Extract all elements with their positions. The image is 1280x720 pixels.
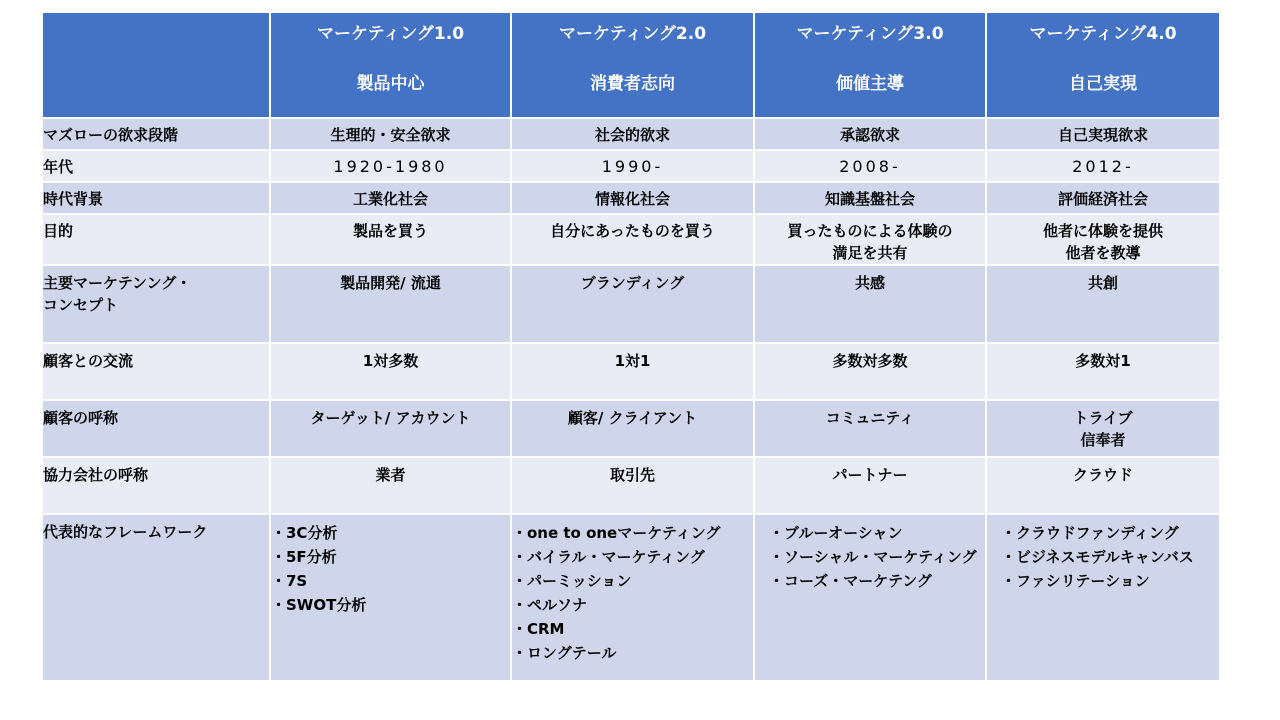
- row-purpose: [43, 214, 1219, 265]
- cell-line: 製品を買う: [352, 222, 428, 240]
- cell-maslow-2: 社会的欲求: [511, 118, 754, 150]
- cell-purpose-2: [511, 214, 754, 265]
- row-label-line: コンセプト: [43, 296, 119, 314]
- cell-customer-3: [754, 400, 986, 457]
- cell-purpose-4: [986, 214, 1219, 265]
- cell-line: トライブ: [1073, 409, 1133, 427]
- row-label: 協力会社の呼称: [43, 457, 270, 514]
- header-marketing-4: [986, 13, 1219, 118]
- header-corner-cell: [43, 13, 270, 118]
- cell-purpose-3: [754, 214, 986, 265]
- cell-interaction-3: 多数対多数: [754, 343, 986, 400]
- row-concept: [43, 265, 1219, 343]
- cell-background-2: 情報化社会: [511, 182, 754, 214]
- framework-item: ・ペルソナ: [512, 596, 588, 614]
- cell-era-2: 1990-: [511, 150, 754, 182]
- cell-background-4: 評価経済社会: [986, 182, 1219, 214]
- framework-item: ・パーミッション: [512, 572, 632, 590]
- cell-line: 満足を共有: [832, 244, 908, 262]
- framework-item: ・one to oneマーケティング: [512, 524, 721, 542]
- row-label: [43, 265, 270, 343]
- header-marketing-2: [511, 13, 754, 118]
- cell-line: コミュニティ: [825, 409, 915, 427]
- cell-concept-1: 製品開発/ 流通: [270, 265, 511, 343]
- marketing-comparison-table: [43, 13, 1219, 682]
- cell-era-3: 2008-: [754, 150, 986, 182]
- cell-line: 他者を教導: [1065, 244, 1141, 262]
- cell-customer-2: [511, 400, 754, 457]
- row-label: マズローの欲求段階: [43, 118, 270, 150]
- cell-purpose-1: [270, 214, 511, 265]
- framework-item: ・バイラル・マーケティング: [512, 548, 705, 566]
- cell-maslow-3: 承認欲求: [754, 118, 986, 150]
- framework-item: ・クラウドファンディング: [1001, 524, 1179, 542]
- cell-customer-4: [986, 400, 1219, 457]
- framework-item: ・ロングテール: [512, 644, 617, 662]
- row-label-line: 主要マーケテンング・: [43, 274, 192, 292]
- framework-item: ・ブルーオーシャン: [769, 524, 903, 542]
- cell-era-1: 1920-1980: [270, 150, 511, 182]
- row-frameworks: [43, 514, 1219, 681]
- cell-customer-1: [270, 400, 511, 457]
- framework-item: ・5F分析: [271, 548, 337, 566]
- version-label: マーケティング1.0: [316, 24, 465, 44]
- cell-frameworks-4: [986, 514, 1219, 681]
- focus-label: 製品中心: [356, 74, 425, 94]
- cell-partner-2: 取引先: [511, 457, 754, 514]
- row-customer-name: [43, 400, 1219, 457]
- cell-background-3: 知識基盤社会: [754, 182, 986, 214]
- cell-line: 買ったものによる体験の: [787, 222, 953, 240]
- framework-item: ・コーズ・マーケテング: [769, 572, 932, 590]
- framework-item: ・ファシリテーション: [1001, 572, 1150, 590]
- version-label: マーケティング2.0: [558, 24, 707, 44]
- cell-frameworks-2: [511, 514, 754, 681]
- version-label: マーケティング4.0: [1029, 24, 1177, 44]
- cell-frameworks-1: [270, 514, 511, 681]
- cell-maslow-1: 生理的・安全欲求: [270, 118, 511, 150]
- framework-item: ・ソーシャル・マーケティング: [769, 548, 977, 566]
- row-interaction: [43, 343, 1219, 400]
- focus-label: 消費者志向: [590, 74, 675, 94]
- cell-interaction-1: 1対多数: [270, 343, 511, 400]
- cell-line: ターゲット/ アカウント: [310, 409, 471, 427]
- cell-partner-4: クラウド: [986, 457, 1219, 514]
- row-background: [43, 182, 1219, 214]
- cell-concept-3: 共感: [754, 265, 986, 343]
- cell-line: 自分にあったものを買う: [550, 222, 715, 240]
- header-row: [43, 13, 1219, 118]
- row-era: [43, 150, 1219, 182]
- framework-item: ・ビジネスモデルキャンバス: [1001, 548, 1194, 566]
- version-label: マーケティング3.0: [796, 24, 944, 44]
- cell-interaction-4: 多数対1: [986, 343, 1219, 400]
- row-label: 顧客の呼称: [43, 400, 270, 457]
- framework-item: ・CRM: [512, 620, 565, 638]
- focus-label: 価値主導: [836, 74, 904, 94]
- cell-partner-3: パートナー: [754, 457, 986, 514]
- focus-label: 自己実現: [1069, 74, 1137, 94]
- cell-frameworks-3: [754, 514, 986, 681]
- cell-line: 他者に体験を提供: [1042, 222, 1163, 240]
- row-partner-name: [43, 457, 1219, 514]
- cell-maslow-4: 自己実現欲求: [986, 118, 1219, 150]
- framework-item: ・7S: [271, 572, 308, 590]
- cell-line: 顧客/ クライアント: [567, 409, 698, 427]
- row-label: 年代: [43, 150, 270, 182]
- row-label: 目的: [43, 214, 270, 265]
- row-maslow: [43, 118, 1219, 150]
- cell-era-4: 2012-: [986, 150, 1219, 182]
- cell-background-1: 工業化社会: [270, 182, 511, 214]
- cell-concept-2: ブランディング: [511, 265, 754, 343]
- cell-partner-1: 業者: [270, 457, 511, 514]
- row-label: 代表的なフレームワーク: [43, 514, 270, 681]
- cell-interaction-2: 1対1: [511, 343, 754, 400]
- row-label: 顧客との交流: [43, 343, 270, 400]
- cell-concept-4: 共創: [986, 265, 1219, 343]
- cell-line: 信奉者: [1080, 431, 1126, 449]
- row-label: 時代背景: [43, 182, 270, 214]
- framework-item: ・3C分析: [271, 524, 338, 542]
- header-marketing-1: [270, 13, 511, 118]
- framework-item: ・SWOT分析: [271, 596, 367, 614]
- header-marketing-3: [754, 13, 986, 118]
